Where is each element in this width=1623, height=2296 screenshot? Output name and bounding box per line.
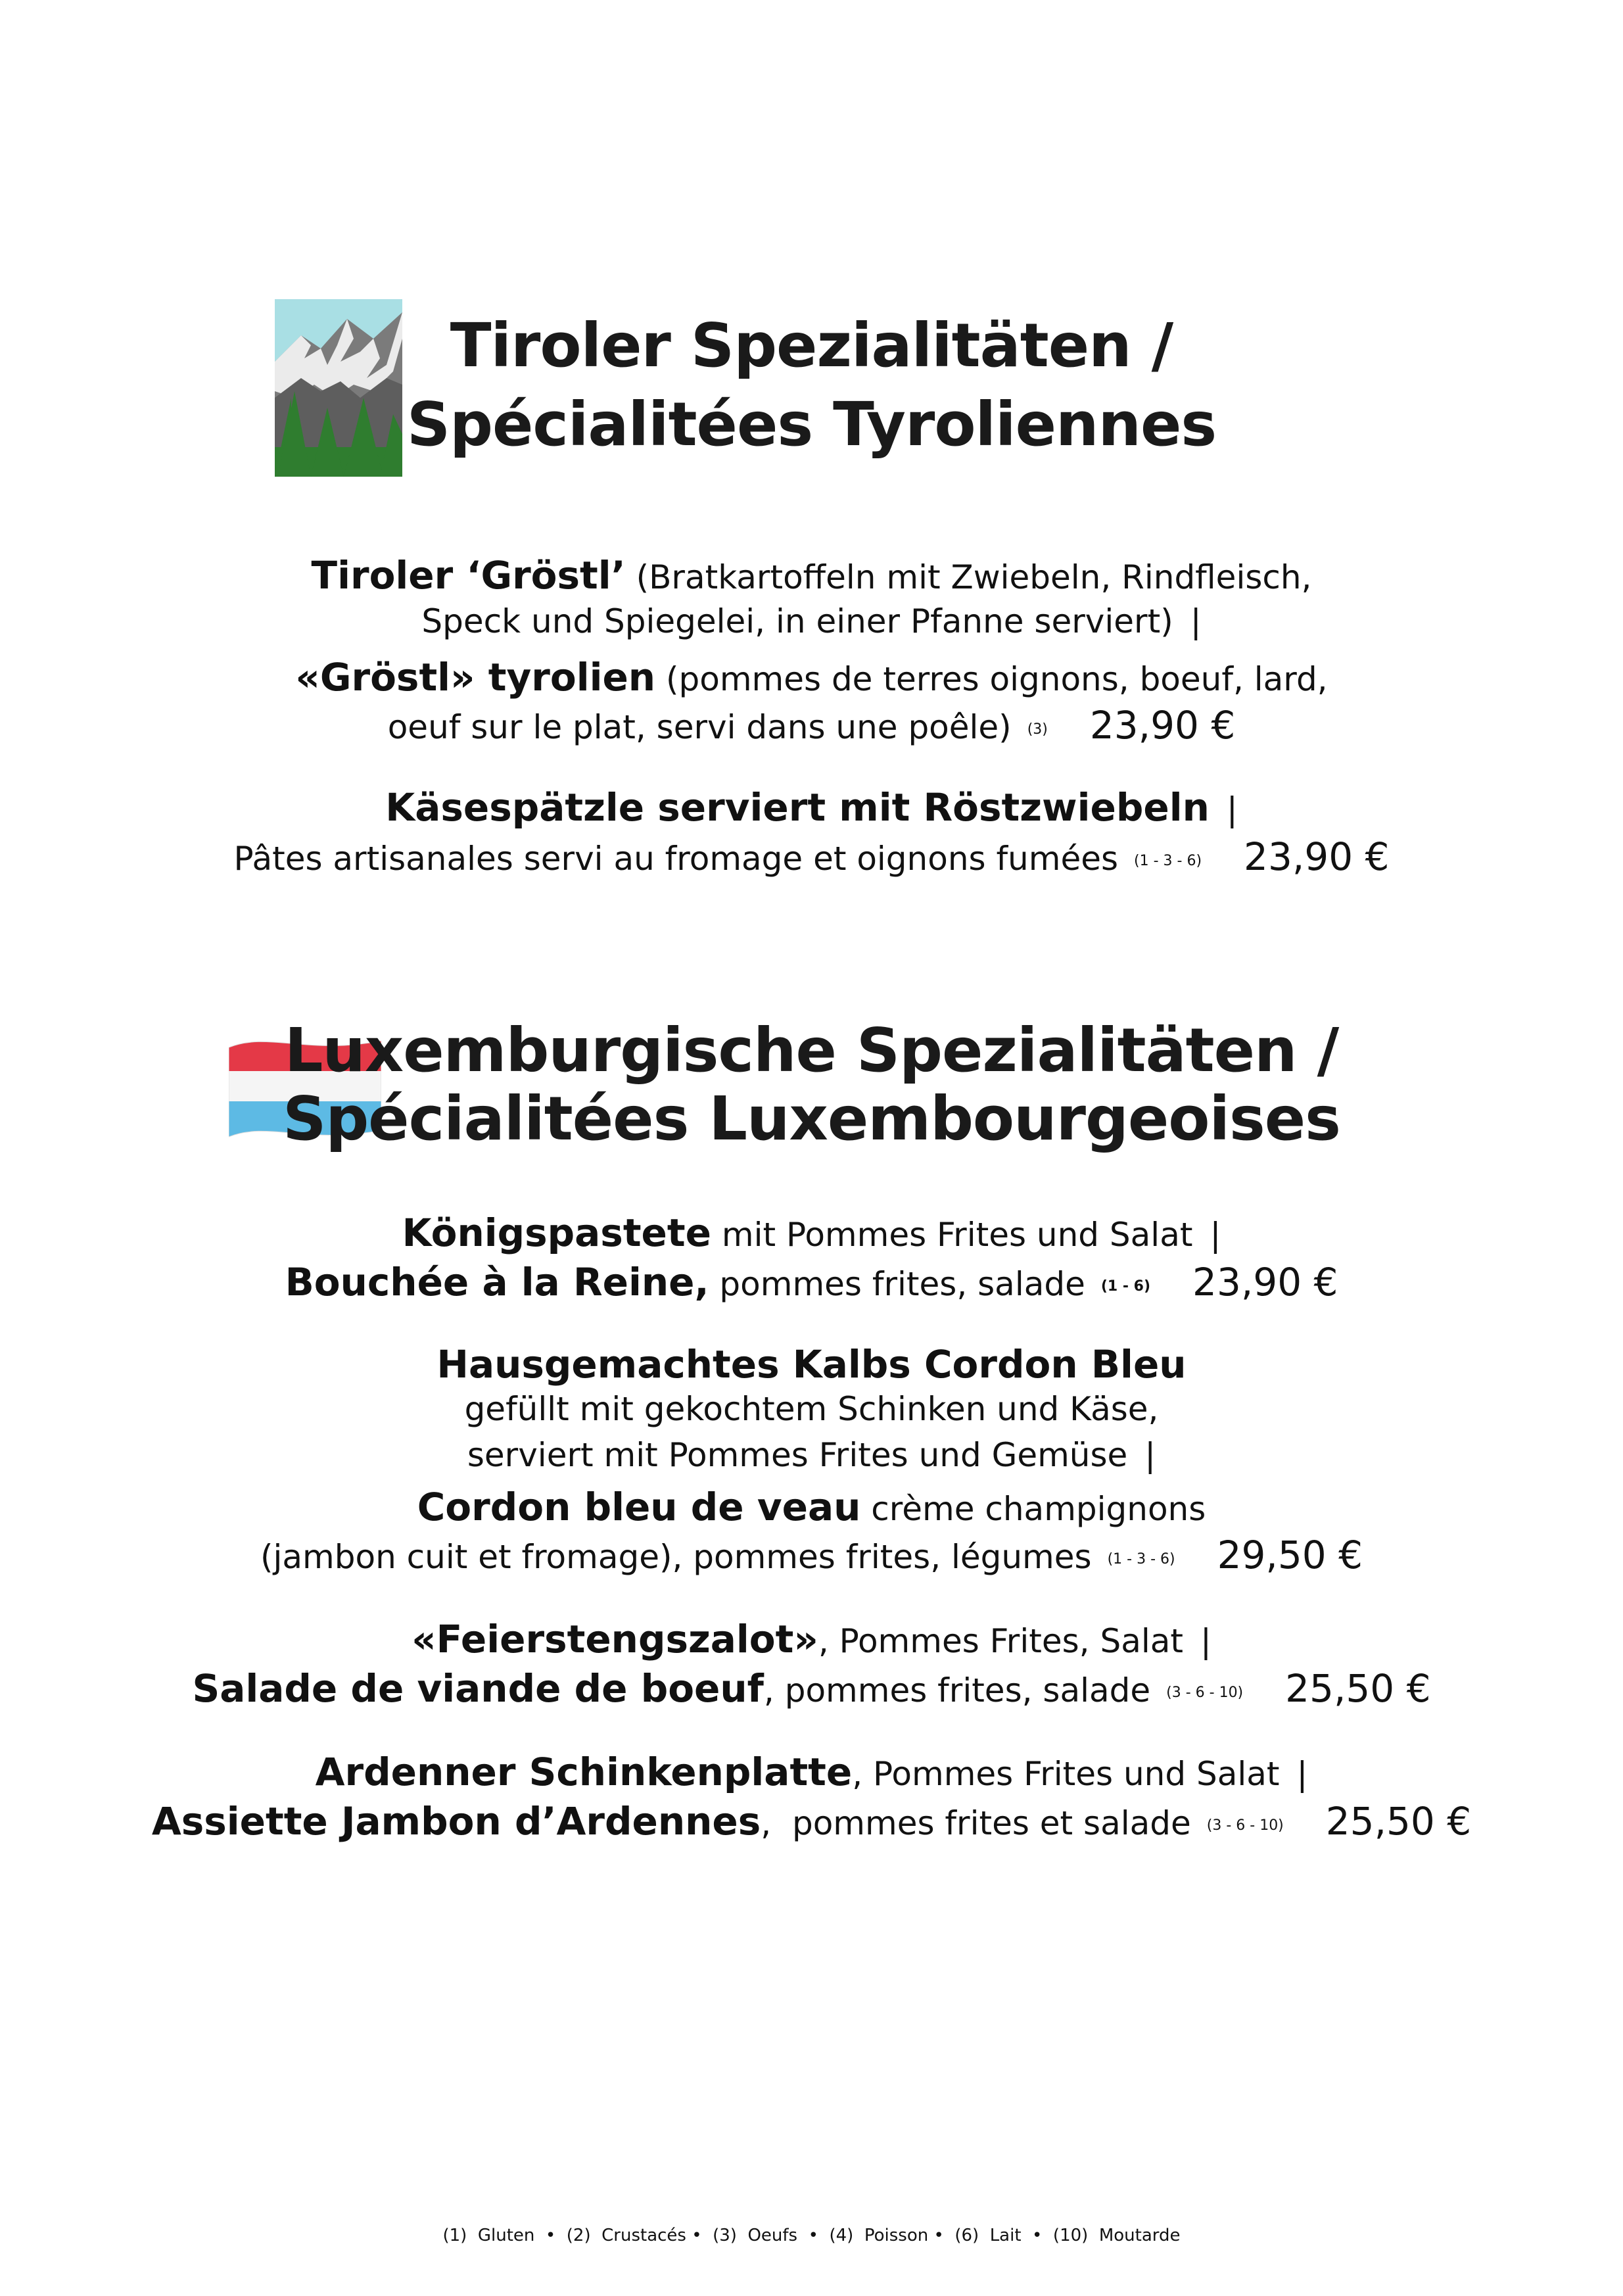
menu-item-groestl-line-2 (0, 598, 1623, 644)
dish-name-de: Ardenner Schinkenplatte (315, 1750, 853, 1794)
dish-name-fr: Assiette Jambon d’Ardennes (151, 1799, 761, 1844)
dish-name-de: Tiroler ‘Gröstl’ (311, 553, 626, 598)
allergen-codes: (1 - 6) (1100, 1278, 1151, 1295)
price: 25,50 € (1285, 1666, 1431, 1711)
lux-title-line-1: Luxemburgische Spezialitäten / (284, 1015, 1339, 1086)
separator: | (1200, 1622, 1211, 1660)
allergen-codes: (3 - 6 - 10) (1206, 1817, 1284, 1834)
dish-description: , pommes frites et salade (761, 1804, 1191, 1842)
dish-description: gefüllt mit gekochtem Schinken und Käse, (464, 1390, 1159, 1428)
menu-item-feierstengszalot-line-2 (0, 1665, 1623, 1716)
dish-name-fr: Cordon bleu de veau (417, 1485, 861, 1529)
price: 23,90 € (1089, 703, 1236, 748)
dish-description: serviert mit Pommes Frites und Gemüse (467, 1436, 1128, 1474)
dish-name-fr: Bouchée à la Reine, (285, 1260, 709, 1304)
allergen-codes: (1 - 3 - 6) (1134, 852, 1202, 869)
menu-item-ardenner-line-1 (0, 1749, 1623, 1797)
dish-name-fr: Salade de viande de boeuf (192, 1666, 764, 1711)
tirol-title-line-1: Tiroler Spezialitäten / (450, 310, 1173, 381)
dish-description: (jambon cuit et fromage), pommes frites, légumes (260, 1538, 1092, 1576)
separator: | (1144, 1436, 1156, 1474)
menu-item-kaesespaetzle-line-2 (0, 834, 1623, 884)
dish-description: (Bratkartoffeln mit Zwiebeln, Rindfleisch, (625, 558, 1312, 596)
separator: | (1190, 602, 1202, 640)
menu-item-cordon-bleu-line-1 (0, 1341, 1623, 1389)
dish-name-de: Hausgemachtes Kalbs Cordon Bleu (436, 1342, 1187, 1387)
dish-name-lu: «Feierstengszalot» (412, 1617, 818, 1662)
dish-name-fr: «Gröstl» tyrolien (295, 655, 656, 700)
lux-title-line-2: Spécialitées Luxembourgeoises (283, 1084, 1340, 1154)
menu-item-ardenner-line-2 (0, 1798, 1623, 1849)
menu-item-cordon-bleu-line-2 (0, 1386, 1623, 1432)
price: 29,50 € (1217, 1533, 1363, 1577)
allergen-legend-footer: (1) Gluten • (2) Crustacés • (3) Oeufs • (4) Poisson • (6) Lait • (10) Moutarde (442, 2226, 1181, 2245)
separator: | (1226, 790, 1238, 828)
menu-item-groestl-line-4 (0, 702, 1623, 753)
allergen-codes: (3) (1027, 721, 1048, 738)
menu-item-feierstengszalot-line-1 (0, 1616, 1623, 1664)
dish-description: oeuf sur le plat, servi dans une poêle) (387, 708, 1012, 746)
dish-description: Speck und Spiegelei, in einer Pfanne serviert) (421, 602, 1173, 640)
dish-description: , Pommes Frites, Salat (818, 1622, 1183, 1660)
dish-description: (pommes de terres oignons, boeuf, lard, (655, 660, 1328, 698)
menu-item-cordon-bleu-line-3 (0, 1432, 1623, 1478)
dish-description: , pommes frites, salade (763, 1671, 1151, 1710)
dish-description: , Pommes Frites und Salat (852, 1755, 1280, 1793)
dish-description: crème champignons (860, 1490, 1206, 1528)
dish-description: Pâtes artisanales servi au fromage et oignons fumées (233, 840, 1119, 878)
price: 23,90 € (1244, 834, 1390, 879)
dish-name-de: Käsespätzle serviert mit Röstzwiebeln (385, 785, 1210, 830)
menu-item-groestl-line-1 (0, 552, 1623, 600)
menu-item-cordon-bleu-line-4 (0, 1484, 1623, 1532)
menu-item-groestl-line-3 (0, 654, 1623, 702)
menu-item-cordon-bleu-line-5 (0, 1532, 1623, 1583)
dish-description: pommes frites, salade (709, 1265, 1085, 1303)
allergen-codes: (3 - 6 - 10) (1166, 1684, 1244, 1701)
menu-item-kaesespaetzle-line-1 (0, 784, 1623, 832)
price: 23,90 € (1192, 1260, 1338, 1304)
tirol-title-line-2: Spécialitées Tyroliennes (406, 389, 1217, 460)
separator: | (1210, 1216, 1221, 1254)
dish-name-de: Königspastete (402, 1210, 711, 1255)
dish-description: mit Pommes Frites und Salat (711, 1216, 1193, 1254)
menu-item-koenigspastete-line-1 (0, 1210, 1623, 1258)
separator: | (1296, 1755, 1308, 1793)
menu-item-koenigspastete-line-2 (0, 1259, 1623, 1310)
allergen-codes: (1 - 3 - 6) (1107, 1550, 1175, 1567)
price: 25,50 € (1325, 1799, 1472, 1844)
